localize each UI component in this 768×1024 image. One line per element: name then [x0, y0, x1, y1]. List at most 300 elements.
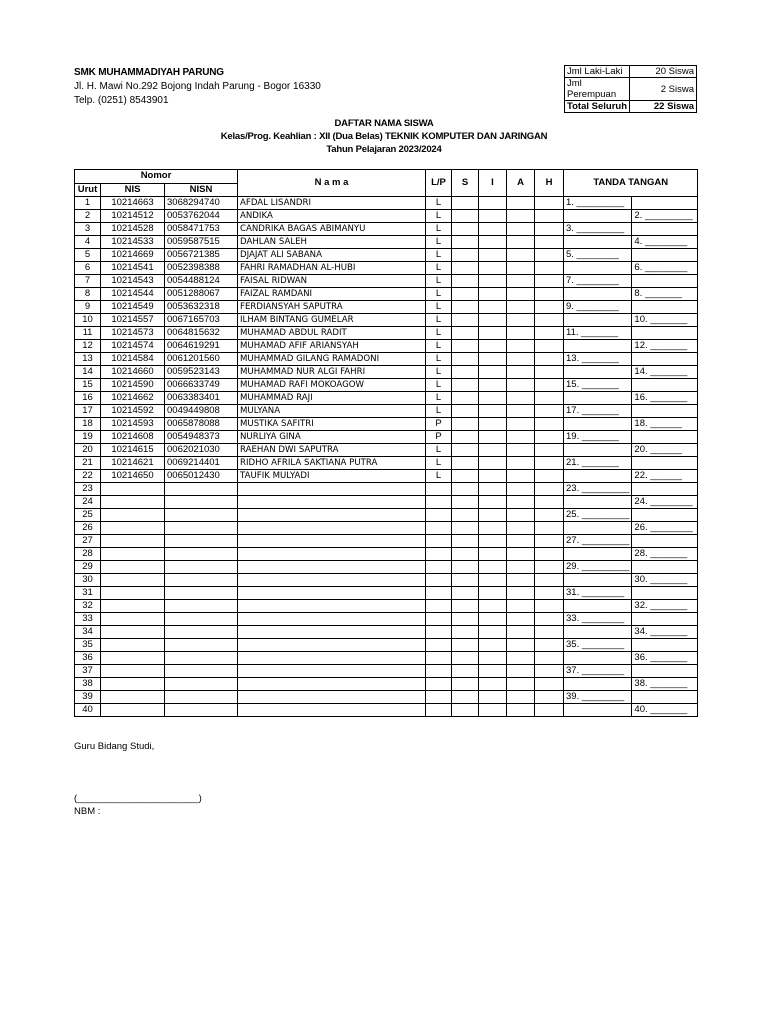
cell-urut: 22	[75, 470, 101, 483]
cell-nis: 10214541	[101, 262, 165, 275]
cell-nisn: 0063383401	[165, 392, 238, 405]
cell-nisn	[165, 522, 238, 535]
cell-s	[452, 314, 479, 327]
cell-a	[507, 418, 535, 431]
cell-nisn: 0051288067	[165, 288, 238, 301]
table-row	[75, 301, 698, 314]
cell-nis	[101, 509, 165, 522]
cell-a	[507, 379, 535, 392]
cell-nisn	[165, 613, 238, 626]
cell-s	[452, 366, 479, 379]
cell-nisn: 0059587515	[165, 236, 238, 249]
cell-nis	[101, 665, 165, 678]
cell-nisn	[165, 704, 238, 717]
table-row	[75, 587, 698, 600]
cell-sign-left: 29. _________	[564, 561, 632, 574]
cell-nama: FAHRI RAMADHAN AL-HUBI	[238, 262, 426, 275]
cell-s	[452, 327, 479, 340]
cell-h	[535, 249, 564, 262]
cell-nama: MULYANA	[238, 405, 426, 418]
cell-nisn: 0049449808	[165, 405, 238, 418]
cell-sign-right	[632, 431, 698, 444]
cell-s	[452, 340, 479, 353]
cell-h	[535, 301, 564, 314]
cell-h	[535, 210, 564, 223]
cell-a	[507, 249, 535, 262]
table-row	[75, 288, 698, 301]
cell-sign-left: 11. _______	[564, 327, 632, 340]
stat-value: 2 Siswa	[630, 78, 697, 101]
cell-nama	[238, 574, 426, 587]
cell-s	[452, 470, 479, 483]
cell-nama: FAISAL RIDWAN	[238, 275, 426, 288]
cell-nama: MUHAMAD ABDUL RADIT	[238, 327, 426, 340]
signature-line: (_______________________)	[74, 793, 202, 804]
cell-urut: 4	[75, 236, 101, 249]
cell-s	[452, 249, 479, 262]
cell-h	[535, 392, 564, 405]
cell-h	[535, 509, 564, 522]
cell-a	[507, 340, 535, 353]
cell-nisn	[165, 548, 238, 561]
cell-urut: 37	[75, 665, 101, 678]
cell-sign-right: 34. _______	[632, 626, 698, 639]
cell-nama: DJAJAT ALI SABANA	[238, 249, 426, 262]
cell-s	[452, 678, 479, 691]
cell-a	[507, 600, 535, 613]
table-row	[75, 262, 698, 275]
header-row-1	[75, 170, 698, 184]
table-row	[75, 197, 698, 210]
table-row	[75, 353, 698, 366]
cell-nama: RAEHAN DWI SAPUTRA	[238, 444, 426, 457]
table-row	[75, 574, 698, 587]
cell-s	[452, 535, 479, 548]
cell-sign-right: 6. ________	[632, 262, 698, 275]
cell-nisn	[165, 652, 238, 665]
cell-nis	[101, 704, 165, 717]
cell-i	[479, 223, 507, 236]
cell-i	[479, 639, 507, 652]
cell-sign-left	[564, 236, 632, 249]
cell-nama	[238, 496, 426, 509]
cell-nis	[101, 587, 165, 600]
cell-h	[535, 496, 564, 509]
cell-nis: 10214663	[101, 197, 165, 210]
cell-nama: NURLIYA GINA	[238, 431, 426, 444]
cell-s	[452, 509, 479, 522]
cell-s	[452, 574, 479, 587]
table-row	[75, 431, 698, 444]
cell-urut: 21	[75, 457, 101, 470]
cell-lp: P	[426, 431, 452, 444]
table-row	[75, 223, 698, 236]
table-row	[75, 327, 698, 340]
cell-a	[507, 561, 535, 574]
cell-s	[452, 626, 479, 639]
cell-a	[507, 327, 535, 340]
cell-nis: 10214669	[101, 249, 165, 262]
cell-sign-left: 39. ________	[564, 691, 632, 704]
cell-s	[452, 691, 479, 704]
cell-s	[452, 652, 479, 665]
cell-urut: 9	[75, 301, 101, 314]
cell-s	[452, 496, 479, 509]
cell-urut: 35	[75, 639, 101, 652]
cell-nama: MUHAMMAD RAJI	[238, 392, 426, 405]
cell-nisn: 0066633749	[165, 379, 238, 392]
cell-nisn: 0064815632	[165, 327, 238, 340]
cell-nisn: 0069214401	[165, 457, 238, 470]
cell-s	[452, 444, 479, 457]
cell-urut: 5	[75, 249, 101, 262]
cell-i	[479, 509, 507, 522]
cell-sign-right	[632, 379, 698, 392]
cell-sign-right	[632, 405, 698, 418]
table-row	[75, 366, 698, 379]
cell-a	[507, 652, 535, 665]
cell-urut: 2	[75, 210, 101, 223]
table-row	[75, 704, 698, 717]
cell-lp	[426, 652, 452, 665]
cell-urut: 17	[75, 405, 101, 418]
cell-nis: 10214528	[101, 223, 165, 236]
cell-sign-right	[632, 665, 698, 678]
table-row	[75, 418, 698, 431]
cell-sign-left: 27. _________	[564, 535, 632, 548]
cell-nisn	[165, 535, 238, 548]
cell-lp	[426, 535, 452, 548]
cell-nama: AFDAL LISANDRI	[238, 197, 426, 210]
school-name: SMK MUHAMMADIYAH PARUNG	[74, 67, 224, 78]
cell-nama	[238, 535, 426, 548]
header-nis: NIS	[101, 183, 165, 197]
cell-nis	[101, 548, 165, 561]
cell-urut: 1	[75, 197, 101, 210]
cell-nisn	[165, 665, 238, 678]
cell-h	[535, 626, 564, 639]
table-row	[75, 210, 698, 223]
cell-lp: L	[426, 197, 452, 210]
cell-i	[479, 288, 507, 301]
cell-urut: 15	[75, 379, 101, 392]
cell-a	[507, 431, 535, 444]
cell-lp: L	[426, 314, 452, 327]
cell-h	[535, 379, 564, 392]
cell-urut: 31	[75, 587, 101, 600]
cell-lp	[426, 704, 452, 717]
cell-nis	[101, 652, 165, 665]
cell-sign-left: 31. ________	[564, 587, 632, 600]
cell-urut: 14	[75, 366, 101, 379]
cell-sign-right: 30. _______	[632, 574, 698, 587]
cell-urut: 33	[75, 613, 101, 626]
cell-a	[507, 405, 535, 418]
cell-nisn: 0058471753	[165, 223, 238, 236]
class-info: Kelas/Prog. Keahlian : XII (Dua Belas) TEKNIK KOMPUTER DAN JARINGAN	[220, 131, 548, 142]
cell-sign-left	[564, 678, 632, 691]
header-nisn: NISN	[165, 183, 238, 197]
cell-nis: 10214592	[101, 405, 165, 418]
table-row	[75, 691, 698, 704]
cell-nama: ANDIKA	[238, 210, 426, 223]
cell-lp	[426, 678, 452, 691]
cell-lp: L	[426, 262, 452, 275]
cell-sign-left	[564, 470, 632, 483]
cell-i	[479, 678, 507, 691]
cell-i	[479, 626, 507, 639]
school-header	[74, 66, 321, 108]
cell-h	[535, 444, 564, 457]
cell-a	[507, 288, 535, 301]
cell-nisn	[165, 626, 238, 639]
cell-nisn: 0061201560	[165, 353, 238, 366]
cell-urut: 30	[75, 574, 101, 587]
cell-nama: MUHAMAD RAFI MOKOAGOW	[238, 379, 426, 392]
cell-lp: P	[426, 418, 452, 431]
table-row	[75, 379, 698, 392]
cell-i	[479, 561, 507, 574]
cell-h	[535, 691, 564, 704]
cell-nisn: 0065012430	[165, 470, 238, 483]
cell-sign-right: 4. ________	[632, 236, 698, 249]
cell-sign-right	[632, 587, 698, 600]
cell-s	[452, 587, 479, 600]
cell-i	[479, 704, 507, 717]
cell-nisn: 3068294740	[165, 197, 238, 210]
cell-nisn: 0053762044	[165, 210, 238, 223]
cell-sign-right	[632, 327, 698, 340]
cell-s	[452, 548, 479, 561]
cell-h	[535, 704, 564, 717]
cell-nis: 10214573	[101, 327, 165, 340]
cell-i	[479, 392, 507, 405]
cell-h	[535, 366, 564, 379]
cell-h	[535, 288, 564, 301]
cell-sign-right: 24. ________	[632, 496, 698, 509]
stat-label: Total Seluruh	[565, 101, 630, 113]
cell-sign-right: 18. ______	[632, 418, 698, 431]
cell-h	[535, 314, 564, 327]
header-a: A	[507, 170, 535, 197]
cell-nama: ILHAM BINTANG GUMELAR	[238, 314, 426, 327]
cell-s	[452, 379, 479, 392]
cell-nisn: 0064619291	[165, 340, 238, 353]
cell-nisn	[165, 509, 238, 522]
cell-sign-right: 40. _______	[632, 704, 698, 717]
cell-nisn	[165, 691, 238, 704]
cell-a	[507, 314, 535, 327]
cell-sign-left: 17. _______	[564, 405, 632, 418]
cell-nis: 10214662	[101, 392, 165, 405]
cell-s	[452, 704, 479, 717]
cell-i	[479, 405, 507, 418]
header-i: I	[479, 170, 507, 197]
cell-h	[535, 223, 564, 236]
cell-sign-right	[632, 639, 698, 652]
cell-a	[507, 366, 535, 379]
cell-s	[452, 197, 479, 210]
cell-nis: 10214615	[101, 444, 165, 457]
cell-sign-left	[564, 444, 632, 457]
cell-sign-left	[564, 418, 632, 431]
cell-sign-right	[632, 457, 698, 470]
cell-a	[507, 691, 535, 704]
cell-a	[507, 262, 535, 275]
teacher-label: Guru Bidang Studi,	[74, 741, 155, 752]
table-row	[75, 236, 698, 249]
table-row	[75, 535, 698, 548]
cell-nisn: 0053632318	[165, 301, 238, 314]
cell-lp: L	[426, 405, 452, 418]
cell-a	[507, 613, 535, 626]
cell-lp	[426, 522, 452, 535]
table-row	[75, 561, 698, 574]
cell-a	[507, 678, 535, 691]
cell-nis: 10214608	[101, 431, 165, 444]
cell-s	[452, 301, 479, 314]
stat-label: Jml Perempuan	[565, 78, 630, 101]
table-row	[75, 652, 698, 665]
header-nama: N a m a	[238, 170, 426, 197]
table-row	[75, 340, 698, 353]
cell-nama	[238, 522, 426, 535]
cell-i	[479, 366, 507, 379]
document-heading	[0, 117, 768, 156]
cell-sign-left	[564, 288, 632, 301]
cell-a	[507, 548, 535, 561]
cell-sign-left: 3. _________	[564, 223, 632, 236]
cell-a	[507, 236, 535, 249]
cell-s	[452, 288, 479, 301]
cell-sign-right	[632, 561, 698, 574]
cell-sign-right: 12. _______	[632, 340, 698, 353]
cell-h	[535, 522, 564, 535]
cell-nama	[238, 704, 426, 717]
cell-nama: FAIZAL RAMDANI	[238, 288, 426, 301]
cell-nis	[101, 535, 165, 548]
cell-s	[452, 457, 479, 470]
stat-label: Jml Laki-Laki	[565, 66, 630, 78]
cell-i	[479, 197, 507, 210]
header-urut: Urut	[75, 183, 101, 197]
cell-sign-right: 38. _______	[632, 678, 698, 691]
cell-sign-right	[632, 691, 698, 704]
cell-nama: MUHAMMAD NUR ALGI FAHRI	[238, 366, 426, 379]
cell-i	[479, 548, 507, 561]
cell-i	[479, 691, 507, 704]
cell-a	[507, 470, 535, 483]
cell-sign-right	[632, 275, 698, 288]
cell-a	[507, 496, 535, 509]
cell-sign-right: 10. _______	[632, 314, 698, 327]
cell-sign-left	[564, 600, 632, 613]
academic-year: Tahun Pelajaran 2023/2024	[326, 144, 442, 155]
cell-sign-right: 8. _______	[632, 288, 698, 301]
cell-nisn: 0065878088	[165, 418, 238, 431]
cell-lp: L	[426, 379, 452, 392]
table-row	[75, 483, 698, 496]
stat-male	[565, 66, 697, 78]
table-row	[75, 470, 698, 483]
cell-nama	[238, 691, 426, 704]
cell-h	[535, 353, 564, 366]
student-count-summary	[564, 65, 697, 113]
table-row	[75, 639, 698, 652]
cell-urut: 32	[75, 600, 101, 613]
cell-a	[507, 626, 535, 639]
cell-nis: 10214593	[101, 418, 165, 431]
cell-sign-right	[632, 197, 698, 210]
cell-a	[507, 197, 535, 210]
cell-nama	[238, 639, 426, 652]
cell-urut: 27	[75, 535, 101, 548]
table-row	[75, 275, 698, 288]
cell-lp	[426, 509, 452, 522]
cell-sign-right	[632, 223, 698, 236]
cell-sign-right	[632, 535, 698, 548]
cell-sign-left	[564, 340, 632, 353]
cell-sign-right: 28. _______	[632, 548, 698, 561]
cell-sign-left	[564, 626, 632, 639]
cell-a	[507, 275, 535, 288]
cell-lp	[426, 574, 452, 587]
cell-lp: L	[426, 210, 452, 223]
header-lp: L/P	[426, 170, 452, 197]
cell-sign-right	[632, 613, 698, 626]
cell-nis	[101, 522, 165, 535]
cell-sign-left: 21. _______	[564, 457, 632, 470]
cell-sign-right: 26. ________	[632, 522, 698, 535]
cell-h	[535, 678, 564, 691]
cell-i	[479, 496, 507, 509]
cell-sign-left: 15. _______	[564, 379, 632, 392]
cell-i	[479, 457, 507, 470]
cell-urut: 29	[75, 561, 101, 574]
student-roster-table	[74, 169, 698, 717]
cell-i	[479, 249, 507, 262]
cell-sign-left	[564, 366, 632, 379]
cell-i	[479, 275, 507, 288]
cell-sign-left	[564, 522, 632, 535]
cell-nama: MUSTIKA SAFITRI	[238, 418, 426, 431]
cell-i	[479, 574, 507, 587]
cell-nisn	[165, 574, 238, 587]
cell-nisn	[165, 561, 238, 574]
cell-nama: MUHAMMAD GILANG RAMADONI	[238, 353, 426, 366]
cell-nama	[238, 561, 426, 574]
cell-nis: 10214543	[101, 275, 165, 288]
cell-nama	[238, 548, 426, 561]
cell-urut: 18	[75, 418, 101, 431]
cell-urut: 36	[75, 652, 101, 665]
cell-lp	[426, 483, 452, 496]
cell-i	[479, 665, 507, 678]
cell-nis: 10214621	[101, 457, 165, 470]
cell-sign-right: 36. _______	[632, 652, 698, 665]
cell-a	[507, 665, 535, 678]
cell-sign-right: 2. _________	[632, 210, 698, 223]
cell-nama	[238, 613, 426, 626]
cell-h	[535, 652, 564, 665]
cell-i	[479, 327, 507, 340]
table-row	[75, 548, 698, 561]
table-row	[75, 496, 698, 509]
cell-lp: L	[426, 223, 452, 236]
cell-i	[479, 379, 507, 392]
cell-s	[452, 392, 479, 405]
cell-nisn: 0052398388	[165, 262, 238, 275]
